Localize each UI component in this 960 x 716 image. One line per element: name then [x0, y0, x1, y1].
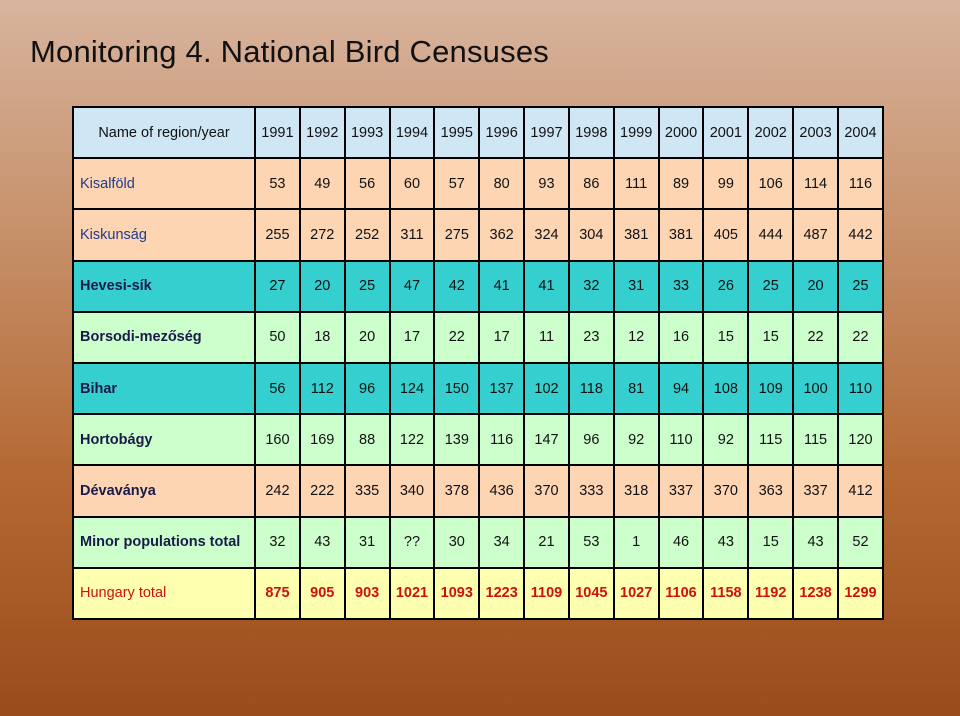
count-cell: 16: [659, 312, 704, 363]
count-cell: 52: [838, 517, 883, 568]
count-cell: 99: [703, 158, 748, 209]
count-cell: 22: [434, 312, 479, 363]
count-cell: 362: [479, 209, 524, 260]
census-table: [72, 106, 884, 620]
count-cell: 27: [255, 261, 300, 312]
region-name-cell: Kiskunság: [73, 209, 255, 260]
table-row: [73, 312, 883, 363]
count-cell: 137: [479, 363, 524, 414]
table-row: [73, 568, 883, 619]
count-cell: 15: [748, 312, 793, 363]
count-cell: 1045: [569, 568, 614, 619]
year-header: 1995: [434, 107, 479, 158]
count-cell: 903: [345, 568, 390, 619]
count-cell: 17: [479, 312, 524, 363]
count-cell: 88: [345, 414, 390, 465]
count-cell: 335: [345, 465, 390, 516]
count-cell: 34: [479, 517, 524, 568]
count-cell: 311: [390, 209, 435, 260]
count-cell: 304: [569, 209, 614, 260]
count-cell: 1027: [614, 568, 659, 619]
count-cell: 370: [703, 465, 748, 516]
count-cell: 381: [659, 209, 704, 260]
count-cell: 25: [838, 261, 883, 312]
count-cell: 102: [524, 363, 569, 414]
count-cell: 60: [390, 158, 435, 209]
count-cell: 92: [614, 414, 659, 465]
year-header: 1999: [614, 107, 659, 158]
count-cell: 49: [300, 158, 345, 209]
count-cell: 32: [569, 261, 614, 312]
count-cell: 1: [614, 517, 659, 568]
count-cell: 147: [524, 414, 569, 465]
count-cell: 333: [569, 465, 614, 516]
count-cell: 275: [434, 209, 479, 260]
count-cell: 20: [300, 261, 345, 312]
count-cell: 12: [614, 312, 659, 363]
count-cell: 115: [748, 414, 793, 465]
count-cell: 41: [479, 261, 524, 312]
count-cell: ??: [390, 517, 435, 568]
slide-title: Monitoring 4. National Bird Censuses: [30, 34, 549, 69]
count-cell: 93: [524, 158, 569, 209]
count-cell: 100: [793, 363, 838, 414]
count-cell: 18: [300, 312, 345, 363]
year-header: 2002: [748, 107, 793, 158]
count-cell: 242: [255, 465, 300, 516]
count-cell: 363: [748, 465, 793, 516]
count-cell: 57: [434, 158, 479, 209]
region-name-cell: Hevesi-sík: [73, 261, 255, 312]
year-header: 1993: [345, 107, 390, 158]
count-cell: 109: [748, 363, 793, 414]
table-row: [73, 363, 883, 414]
count-cell: 26: [703, 261, 748, 312]
count-cell: 1093: [434, 568, 479, 619]
count-cell: 81: [614, 363, 659, 414]
table-row: [73, 517, 883, 568]
count-cell: 324: [524, 209, 569, 260]
year-header: 2003: [793, 107, 838, 158]
count-cell: 46: [659, 517, 704, 568]
count-cell: 252: [345, 209, 390, 260]
count-cell: 1192: [748, 568, 793, 619]
header-region-label: Name of region/year: [73, 107, 255, 158]
count-cell: 41: [524, 261, 569, 312]
table-row: [73, 261, 883, 312]
count-cell: 378: [434, 465, 479, 516]
count-cell: 106: [748, 158, 793, 209]
count-cell: 80: [479, 158, 524, 209]
table-row: [73, 158, 883, 209]
year-header: 2001: [703, 107, 748, 158]
header-row: [73, 107, 883, 158]
count-cell: 114: [793, 158, 838, 209]
count-cell: 23: [569, 312, 614, 363]
count-cell: 110: [659, 414, 704, 465]
count-cell: 43: [793, 517, 838, 568]
count-cell: 272: [300, 209, 345, 260]
count-cell: 222: [300, 465, 345, 516]
count-cell: 110: [838, 363, 883, 414]
region-name-cell: Kisalföld: [73, 158, 255, 209]
region-name-cell: Borsodi-mezőség: [73, 312, 255, 363]
count-cell: 20: [345, 312, 390, 363]
year-header: 1991: [255, 107, 300, 158]
region-name-cell: Dévaványa: [73, 465, 255, 516]
count-cell: 116: [479, 414, 524, 465]
count-cell: 30: [434, 517, 479, 568]
count-cell: 160: [255, 414, 300, 465]
count-cell: 50: [255, 312, 300, 363]
count-cell: 1223: [479, 568, 524, 619]
count-cell: 169: [300, 414, 345, 465]
count-cell: 112: [300, 363, 345, 414]
count-cell: 444: [748, 209, 793, 260]
year-header: 1996: [479, 107, 524, 158]
count-cell: 255: [255, 209, 300, 260]
count-cell: 20: [793, 261, 838, 312]
count-cell: 56: [345, 158, 390, 209]
count-cell: 53: [255, 158, 300, 209]
count-cell: 487: [793, 209, 838, 260]
count-cell: 11: [524, 312, 569, 363]
count-cell: 442: [838, 209, 883, 260]
count-cell: 1109: [524, 568, 569, 619]
count-cell: 412: [838, 465, 883, 516]
count-cell: 1158: [703, 568, 748, 619]
count-cell: 47: [390, 261, 435, 312]
count-cell: 1299: [838, 568, 883, 619]
count-cell: 96: [345, 363, 390, 414]
count-cell: 108: [703, 363, 748, 414]
year-header: 1994: [390, 107, 435, 158]
year-header: 1992: [300, 107, 345, 158]
count-cell: 405: [703, 209, 748, 260]
count-cell: 43: [703, 517, 748, 568]
count-cell: 139: [434, 414, 479, 465]
count-cell: 370: [524, 465, 569, 516]
table-row: [73, 465, 883, 516]
count-cell: 25: [748, 261, 793, 312]
count-cell: 1106: [659, 568, 704, 619]
count-cell: 31: [614, 261, 659, 312]
count-cell: 22: [793, 312, 838, 363]
count-cell: 436: [479, 465, 524, 516]
count-cell: 1238: [793, 568, 838, 619]
year-header: 2004: [838, 107, 883, 158]
count-cell: 21: [524, 517, 569, 568]
count-cell: 1021: [390, 568, 435, 619]
count-cell: 43: [300, 517, 345, 568]
count-cell: 32: [255, 517, 300, 568]
count-cell: 86: [569, 158, 614, 209]
count-cell: 120: [838, 414, 883, 465]
count-cell: 53: [569, 517, 614, 568]
count-cell: 15: [748, 517, 793, 568]
count-cell: 15: [703, 312, 748, 363]
year-header: 2000: [659, 107, 704, 158]
count-cell: 318: [614, 465, 659, 516]
count-cell: 150: [434, 363, 479, 414]
table-row: [73, 209, 883, 260]
count-cell: 42: [434, 261, 479, 312]
region-name-cell: Hortobágy: [73, 414, 255, 465]
count-cell: 22: [838, 312, 883, 363]
count-cell: 905: [300, 568, 345, 619]
count-cell: 381: [614, 209, 659, 260]
count-cell: 96: [569, 414, 614, 465]
count-cell: 115: [793, 414, 838, 465]
year-header: 1998: [569, 107, 614, 158]
count-cell: 94: [659, 363, 704, 414]
year-header: 1997: [524, 107, 569, 158]
count-cell: 116: [838, 158, 883, 209]
count-cell: 337: [659, 465, 704, 516]
count-cell: 118: [569, 363, 614, 414]
table-row: [73, 414, 883, 465]
count-cell: 124: [390, 363, 435, 414]
region-name-cell: Minor populations total: [73, 517, 255, 568]
count-cell: 89: [659, 158, 704, 209]
count-cell: 25: [345, 261, 390, 312]
count-cell: 17: [390, 312, 435, 363]
count-cell: 92: [703, 414, 748, 465]
count-cell: 340: [390, 465, 435, 516]
count-cell: 111: [614, 158, 659, 209]
count-cell: 875: [255, 568, 300, 619]
count-cell: 122: [390, 414, 435, 465]
count-cell: 337: [793, 465, 838, 516]
region-name-cell: Hungary total: [73, 568, 255, 619]
count-cell: 56: [255, 363, 300, 414]
region-name-cell: Bihar: [73, 363, 255, 414]
count-cell: 33: [659, 261, 704, 312]
count-cell: 31: [345, 517, 390, 568]
